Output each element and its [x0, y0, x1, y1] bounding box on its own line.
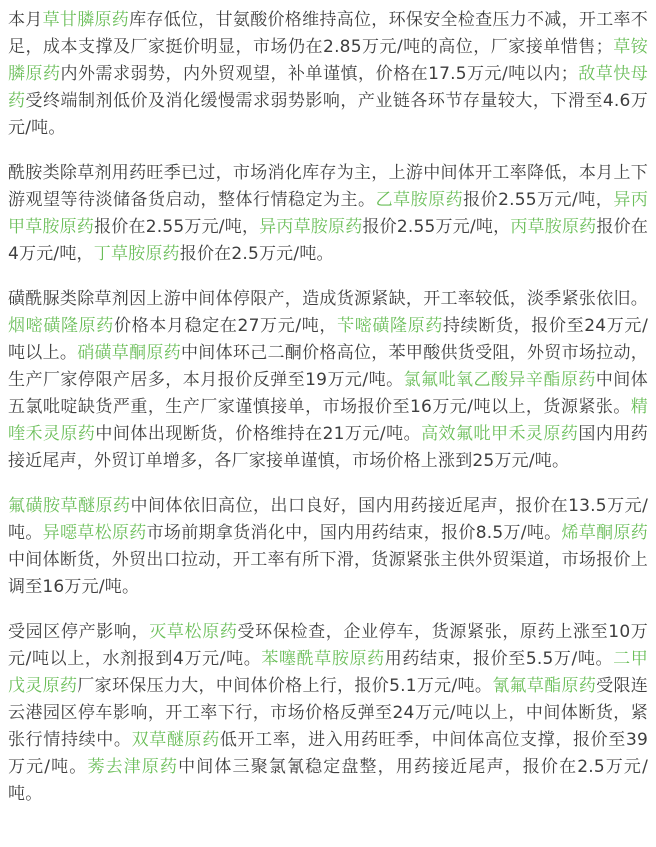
text-segment: 报价2.55万元/吨， — [463, 190, 614, 210]
text-segment: 持续断货，报价至24万元/吨以上。 — [8, 316, 649, 363]
paragraph — [8, 619, 648, 808]
product-name-highlight: 烟嘧磺隆原药 — [8, 316, 114, 336]
text-segment: 报价2.55万元/吨， — [362, 217, 511, 237]
text-segment: 报价在2.5万元/吨。 — [179, 244, 334, 264]
product-name-highlight: 异噁草松原药 — [42, 523, 147, 543]
text-segment: 本月 — [8, 10, 43, 30]
text-segment: 受限连云港园区停车影响，开工率下行，市场价格反弹至24万元/吨以上，中间体断货，紧张行情持续中。 — [8, 676, 648, 750]
text-segment: 库存低位，甘氨酸价格维持高位，环保安全检查压力不减，开工率不足，成本支撑及厂家挺价明显，市场仍在2.85万元/吨的高位，厂家接单惜售； — [8, 10, 649, 57]
text-segment: 价格本月稳定在27万元/吨， — [113, 316, 338, 336]
product-name-highlight: 莠去津原药 — [87, 757, 179, 777]
text-segment: 中间体依旧高位，出口良好，国内用药接近尾声，报价在13.5万元/吨。 — [8, 496, 648, 543]
text-segment: 厂家环保压力大，中间体价格上行，报价5.1万元/吨。 — [77, 676, 493, 696]
product-name-highlight: 氯氟吡氧乙酸异辛酯原药 — [403, 370, 596, 390]
text-segment: 受终端制剂低价及消化缓慢需求弱势影响，产业链各环节存量较大，下滑至4.6万元/吨。 — [8, 91, 648, 138]
product-name-highlight: 乙草胺原药 — [375, 190, 464, 210]
text-segment: 中间体断货，外贸出口拉动，开工率有所下滑，货源紧张主供外贸渠道，市场报价上调至16万元/吨。 — [8, 550, 648, 597]
paragraph — [8, 7, 648, 142]
product-name-highlight: 氟磺胺草醚原药 — [8, 496, 131, 516]
product-name-highlight: 精喹禾灵原药 — [8, 397, 648, 444]
text-segment: 市场前期拿货消化中，国内用药结束，报价8.5万/吨。 — [146, 523, 562, 543]
paragraph — [8, 286, 648, 475]
product-name-highlight: 氰氟草酯原药 — [492, 676, 597, 696]
text-segment: 酰胺类除草剂用药旺季已过，市场消化库存为主，上游中间体开工率降低，本月上下游观望等待淡储备货启动，整体行情稳定为主。 — [8, 163, 648, 210]
text-segment: 报价在2.55万元/吨， — [94, 217, 260, 237]
product-name-highlight: 丙草胺原药 — [510, 217, 597, 237]
product-name-highlight: 苄嘧磺隆原药 — [337, 316, 444, 336]
product-name-highlight: 硝磺草酮原药 — [77, 343, 181, 363]
product-name-highlight: 异丙甲草胺原药 — [8, 190, 649, 237]
text-segment: 受环保检查，企业停车，货源紧张，原药上涨至10万元/吨以上，水剂报到4万元/吨。 — [8, 622, 648, 669]
product-name-highlight: 高效氟吡甲禾灵原药 — [421, 424, 579, 444]
text-segment: 中间体出现断货，价格维持在21万元/吨。 — [95, 424, 422, 444]
text-segment: 受园区停产影响， — [8, 622, 150, 642]
product-name-highlight: 苯噻酰草胺原药 — [261, 649, 385, 669]
text-segment: 磺酰脲类除草剂因上游中间体停限产，造成货源紧缺，开工率较低，淡季紧张依旧。 — [8, 289, 648, 309]
product-name-highlight: 异丙草胺原药 — [259, 217, 363, 237]
paragraph — [8, 160, 648, 268]
text-segment: 中间体三聚氯氰稳定盘整，用药接近尾声，报价在2.5万元/吨。 — [8, 757, 648, 804]
product-name-highlight: 灭草松原药 — [149, 622, 238, 642]
product-name-highlight: 草铵膦原药 — [8, 37, 648, 84]
paragraph — [8, 493, 648, 601]
product-name-highlight: 烯草酮原药 — [561, 523, 649, 543]
text-segment: 用药结束，报价至5.5万/吨。 — [384, 649, 614, 669]
product-name-highlight: 双草醚原药 — [131, 730, 220, 750]
text-segment: 内外需求弱势，内外贸观望，补单谨慎，价格在17.5万元/吨以内； — [60, 64, 578, 84]
article-body — [8, 7, 648, 808]
text-segment: 报价在4万元/吨， — [8, 217, 649, 264]
text-segment: 低开工率，进入用药旺季，中间体高位支撑，报价至39万元/吨。 — [8, 730, 648, 777]
text-segment: 中间体环己二酮价格高位，苯甲酸供货受阻，外贸市场拉动，生产厂家停限产居多，本月报价反弹至19万元/吨。 — [8, 343, 648, 390]
text-segment: 中间体五氯吡啶缺货严重，生产厂家谨慎接单，市场报价至16万元/吨以上，货源紧张。 — [8, 370, 648, 417]
product-name-highlight: 敌草快母药 — [8, 64, 648, 111]
text-segment: 国内用药接近尾声，外贸订单增多，各厂家接单谨慎，市场价格上涨到25万元/吨。 — [8, 424, 649, 471]
product-name-highlight: 草甘膦原药 — [42, 10, 130, 30]
product-name-highlight: 丁草胺原药 — [93, 244, 180, 264]
product-name-highlight: 二甲戊灵原药 — [8, 649, 649, 696]
